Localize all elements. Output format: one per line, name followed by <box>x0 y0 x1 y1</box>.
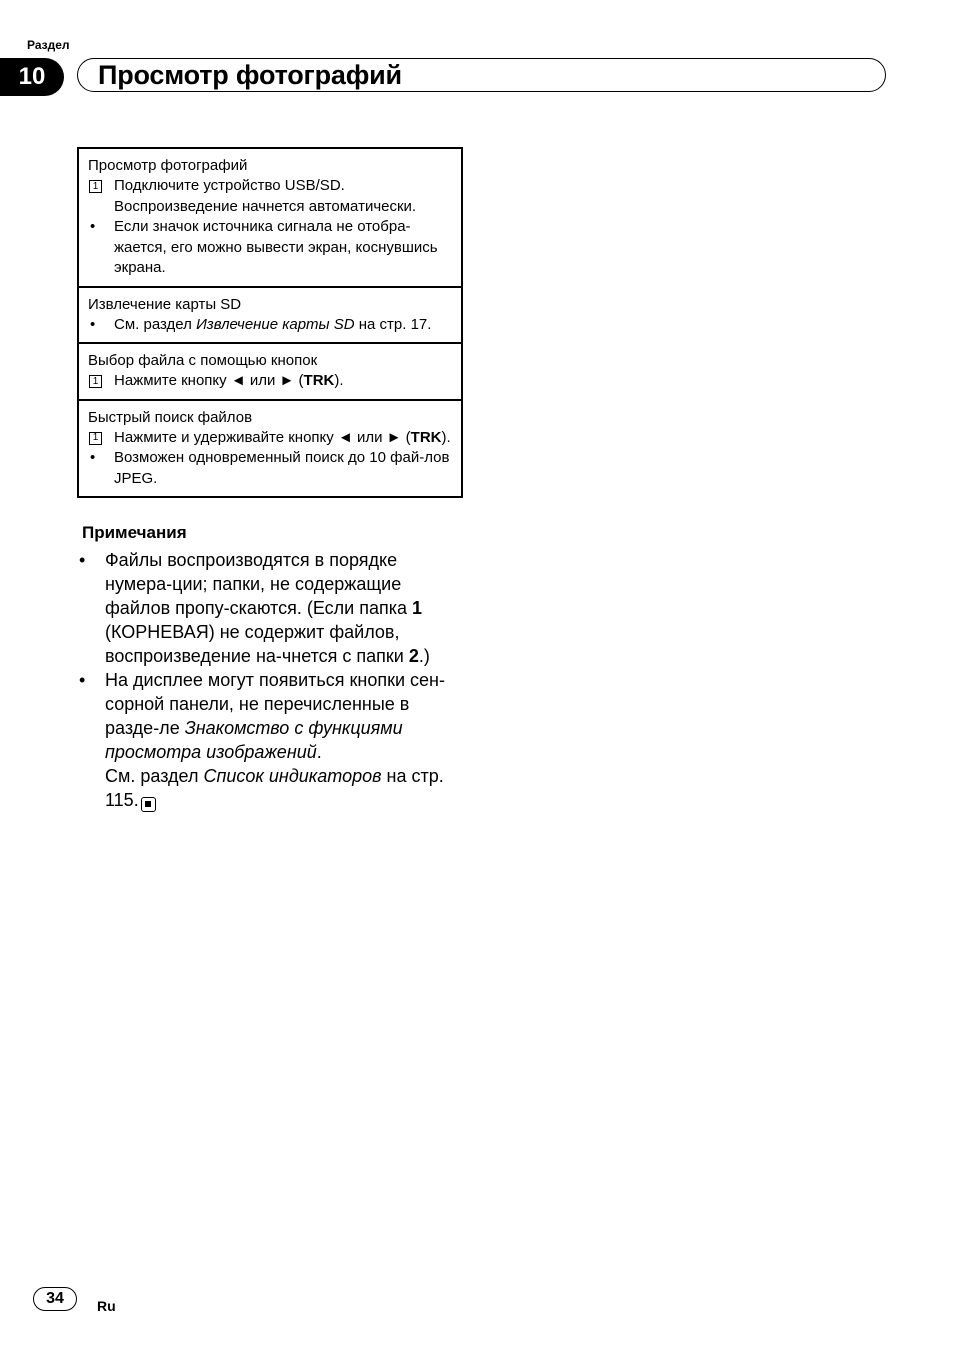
page-number: 34 <box>33 1287 77 1311</box>
bullet-item <box>88 315 452 336</box>
note-text: .) <box>418 646 430 666</box>
step-item <box>88 176 452 217</box>
step-subtext: Воспроизведение начнется автоматически. <box>114 197 417 215</box>
bullet-icon: • <box>79 670 86 690</box>
instructions-box <box>77 147 463 498</box>
bullet-icon: • <box>90 449 96 466</box>
section-heading: Извлечение карты SD <box>88 295 242 313</box>
step-text: Нажмите кнопку ◄ или ► ( <box>114 372 304 389</box>
section-heading: Выбор файла с помощью кнопок <box>88 352 318 369</box>
bullet-icon: • <box>90 218 96 235</box>
note-item <box>77 668 467 812</box>
trk-label: TRK <box>410 428 442 446</box>
end-of-section-icon <box>141 797 156 812</box>
step-text: Подключите устройство USB/SD. <box>114 177 345 194</box>
note-text: на стр. 115. <box>105 766 444 810</box>
notes-title: Примечания <box>82 523 187 542</box>
note-text: . <box>316 742 322 762</box>
folder-number: 1 <box>411 598 422 618</box>
step-number-icon: 1 <box>89 432 102 445</box>
page-title: Просмотр фотографий <box>98 59 402 90</box>
section-heading: Просмотр фотографий <box>88 157 248 174</box>
cross-reference: Извлечение карты SD <box>196 315 355 333</box>
cross-reference: Знакомство с функциями просмотра изображений <box>105 718 403 762</box>
note-text: Файлы воспроизводятся в порядке нумера-ции; папки, не содержащие файлов пропу-скаются. (Если папка <box>105 550 412 618</box>
step-text: ). <box>441 428 451 446</box>
step-number-icon: 1 <box>89 375 102 388</box>
section-number: 10 <box>0 58 64 96</box>
bullet-item <box>88 448 452 489</box>
box-section-select <box>79 344 461 401</box>
cross-reference: Список индикаторов <box>203 766 382 786</box>
section-label: Раздел <box>27 38 70 52</box>
box-section-search <box>79 401 461 497</box>
step-number-icon: 1 <box>89 180 102 193</box>
bullet-icon: • <box>90 315 96 333</box>
section-heading: Быстрый поиск файлов <box>88 408 253 426</box>
folder-number: 2 <box>408 646 419 666</box>
note-text: На дисплее могут появиться кнопки сен-сорной панели, не перечисленные в разде-ле <box>105 670 445 738</box>
language-code: Ru <box>97 1298 116 1314</box>
step-text: Нажмите и удерживайте кнопку ◄ или ► ( <box>114 428 411 446</box>
note-text: См. раздел <box>105 766 204 786</box>
step-item <box>88 428 452 449</box>
bullet-text: Возможен одновременный поиск до 10 фай-лов JPEG. <box>114 449 450 487</box>
page-title-frame <box>77 58 886 92</box>
note-text: (КОРНЕВАЯ) не содержит файлов, воспроизведение на-чнется с папки <box>105 622 409 666</box>
bullet-text: Если значок источника сигнала не отобра-жается, его можно вывести экран, коснувшись экрана. <box>114 218 438 276</box>
box-section-eject <box>79 288 461 345</box>
trk-label: TRK <box>303 372 335 389</box>
bullet-text: на стр. 17. <box>354 315 432 333</box>
notes-list <box>77 548 467 812</box>
step-text: ). <box>334 372 344 389</box>
bullet-item <box>88 217 452 279</box>
box-section-view <box>79 149 461 288</box>
note-item <box>77 548 467 668</box>
bullet-icon: • <box>79 550 86 570</box>
bullet-text: См. раздел <box>114 315 197 333</box>
step-item <box>88 371 452 392</box>
